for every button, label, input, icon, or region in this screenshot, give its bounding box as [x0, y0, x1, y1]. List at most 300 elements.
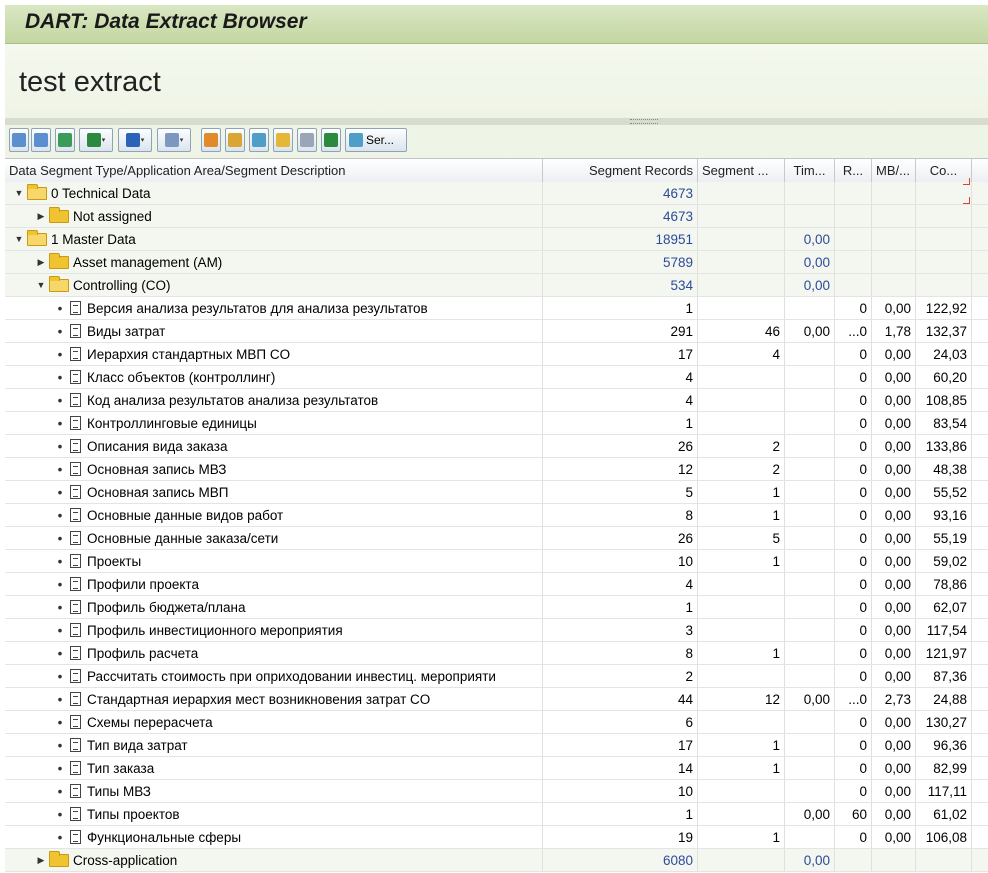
cell-c2: 2 — [698, 435, 785, 457]
tree-cell[interactable] — [5, 320, 543, 342]
bullet-icon: • — [57, 393, 63, 408]
bullet-icon: • — [57, 577, 63, 592]
tree-cell[interactable] — [5, 734, 543, 756]
cell-c2: 1 — [698, 550, 785, 572]
sum-button[interactable] — [79, 128, 113, 152]
bullet-icon: • — [57, 370, 63, 385]
table-row[interactable] — [5, 320, 988, 343]
tree-cell[interactable] — [5, 366, 543, 388]
print-button[interactable] — [118, 128, 152, 152]
table-row[interactable] — [5, 481, 988, 504]
cell-c1: 1 — [543, 596, 698, 618]
cell-c5: 0,00 — [872, 665, 916, 687]
tree-node-label: Основные данные заказа/сети — [87, 531, 279, 546]
cell-c4: 0 — [835, 757, 872, 779]
cell-c3 — [785, 182, 835, 204]
tree-cell[interactable] — [5, 274, 543, 296]
bullet-icon: • — [57, 692, 63, 707]
tree-node-row[interactable] — [5, 205, 988, 228]
cell-c5: 0,00 — [872, 757, 916, 779]
table-row[interactable] — [5, 757, 988, 780]
tree-cell[interactable] — [5, 251, 543, 273]
document-icon — [70, 830, 81, 844]
cell-c4: 0 — [835, 527, 872, 549]
cell-c1: 1 — [543, 412, 698, 434]
expand-node-icon[interactable]: ▶ — [37, 257, 45, 267]
tree-cell[interactable] — [5, 573, 543, 595]
tree-cell[interactable] — [5, 550, 543, 572]
cell-c5 — [872, 182, 916, 204]
selection-corner — [963, 197, 970, 204]
tree-node-row[interactable] — [5, 251, 988, 274]
cell-c1: 4673 — [543, 182, 698, 204]
cell-c6: 133,86 — [916, 435, 972, 457]
search-button[interactable] — [345, 128, 407, 152]
table-row[interactable] — [5, 412, 988, 435]
column-header-co[interactable]: Co... — [916, 159, 972, 182]
cell-c4: 0 — [835, 389, 872, 411]
cell-c5: 0,00 — [872, 389, 916, 411]
cell-c3: 0,00 — [785, 688, 835, 710]
tree-cell[interactable] — [5, 849, 543, 871]
cell-c2 — [698, 228, 785, 250]
table-row[interactable] — [5, 688, 988, 711]
tree-cell[interactable] — [5, 665, 543, 687]
cell-c2 — [698, 389, 785, 411]
cell-c2 — [698, 619, 785, 641]
cell-c6: 62,07 — [916, 596, 972, 618]
hierarchy-button[interactable] — [201, 128, 221, 152]
document-icon — [70, 761, 81, 775]
table-row[interactable] — [5, 826, 988, 849]
cell-c5: 0,00 — [872, 412, 916, 434]
tree-node-label: Профиль инвестиционного мероприятия — [87, 623, 343, 638]
tree-node-label: Версия анализа результатов для анализа результатов — [87, 301, 428, 316]
table-row[interactable] — [5, 504, 988, 527]
dropdown-arrow-icon: ▾ — [101, 136, 106, 144]
table-row[interactable] — [5, 711, 988, 734]
cell-c2 — [698, 366, 785, 388]
cell-c1: 291 — [543, 320, 698, 342]
document-icon — [70, 531, 81, 545]
splitter-grip[interactable] — [630, 119, 658, 124]
table-row[interactable] — [5, 642, 988, 665]
tree-cell[interactable] — [5, 228, 543, 250]
tree-cell[interactable] — [5, 642, 543, 664]
cell-c4 — [835, 182, 872, 204]
cell-c4: 0 — [835, 550, 872, 572]
tree-node-label: Виды затрат — [87, 324, 166, 339]
bullet-icon: • — [57, 554, 63, 569]
cell-c5: 0,00 — [872, 527, 916, 549]
cell-c1: 534 — [543, 274, 698, 296]
collapse-node-icon[interactable]: ▼ — [36, 280, 46, 290]
tree-node-label: Тип заказа — [87, 761, 155, 776]
cell-c4: 0 — [835, 826, 872, 848]
cell-c2: 2 — [698, 458, 785, 480]
cell-c6: 48,38 — [916, 458, 972, 480]
tree-cell[interactable] — [5, 343, 543, 365]
cell-c4 — [835, 228, 872, 250]
bullet-icon: • — [57, 761, 63, 776]
cell-c6: 59,02 — [916, 550, 972, 572]
document-icon — [70, 807, 81, 821]
cell-c3 — [785, 780, 835, 802]
cell-c2 — [698, 711, 785, 733]
expand-node-icon[interactable]: ▶ — [37, 855, 45, 865]
cell-c5: 0,00 — [872, 619, 916, 641]
bullet-icon: • — [57, 715, 63, 730]
cell-c2 — [698, 665, 785, 687]
folder-icon — [49, 256, 69, 269]
bullet-icon: • — [57, 439, 63, 454]
column-header-r[interactable]: R... — [835, 159, 872, 182]
cell-c5: 0,00 — [872, 481, 916, 503]
tree-node-label: Рассчитать стоимость при оприходовании инвестиц. мероприяти — [87, 669, 496, 684]
document-icon — [70, 646, 81, 660]
tree-cell[interactable] — [5, 619, 543, 641]
cell-c5: 0,00 — [872, 803, 916, 825]
table-row[interactable] — [5, 803, 988, 826]
bullet-icon: • — [57, 508, 63, 523]
cell-c2 — [698, 573, 785, 595]
cell-c3 — [785, 412, 835, 434]
cell-c4: 0 — [835, 734, 872, 756]
cell-c3 — [785, 205, 835, 227]
tree-cell[interactable] — [5, 182, 543, 204]
tree-cell[interactable] — [5, 205, 543, 227]
cell-c5 — [872, 849, 916, 871]
table-row[interactable] — [5, 665, 988, 688]
table-row[interactable] — [5, 366, 988, 389]
tree-node-label: Профили проекта — [87, 577, 199, 592]
table-row[interactable] — [5, 435, 988, 458]
cell-c3 — [785, 550, 835, 572]
cell-c3 — [785, 481, 835, 503]
cell-c1: 17 — [543, 734, 698, 756]
collapse-node-icon[interactable]: ▼ — [14, 188, 24, 198]
bullet-icon: • — [57, 485, 63, 500]
cell-c6: 87,36 — [916, 665, 972, 687]
cell-c6: 122,92 — [916, 297, 972, 319]
cell-c6 — [916, 228, 972, 250]
cell-c1: 5 — [543, 481, 698, 503]
tree-node-label: Код анализа результатов анализа результатов — [87, 393, 379, 408]
totals-button[interactable] — [321, 128, 341, 152]
folder-open-icon — [27, 187, 47, 200]
table-row[interactable] — [5, 619, 988, 642]
cell-c4 — [835, 205, 872, 227]
folder-open-icon — [49, 279, 69, 292]
cell-c1: 26 — [543, 435, 698, 457]
tree-node-label: Проекты — [87, 554, 142, 569]
tree-node-label: Стандартная иерархия мест возникновения затрат CO — [87, 692, 431, 707]
cell-c6 — [916, 251, 972, 273]
table-row[interactable] — [5, 596, 988, 619]
document-icon — [70, 738, 81, 752]
collapse-all-button[interactable] — [31, 128, 51, 152]
cell-c2: 4 — [698, 343, 785, 365]
bullet-icon: • — [57, 784, 63, 799]
cell-c2: 46 — [698, 320, 785, 342]
bullet-icon: • — [57, 324, 63, 339]
cell-c4: 60 — [835, 803, 872, 825]
cell-c6: 24,88 — [916, 688, 972, 710]
cell-c6: 121,97 — [916, 642, 972, 664]
column-header-segment-records[interactable]: Segment Records — [543, 159, 698, 182]
layout-button[interactable] — [157, 128, 191, 152]
collapse-node-icon[interactable]: ▼ — [14, 234, 24, 244]
bullet-icon: • — [57, 347, 63, 362]
bullet-icon: • — [57, 600, 63, 615]
cell-c6 — [916, 274, 972, 296]
cell-c3 — [785, 757, 835, 779]
cell-c5: 0,00 — [872, 366, 916, 388]
cell-c2: 5 — [698, 527, 785, 549]
cell-c4: ...0 — [835, 320, 872, 342]
cell-c1: 4 — [543, 389, 698, 411]
tree-cell[interactable] — [5, 412, 543, 434]
database-button[interactable] — [249, 128, 269, 152]
cell-c1: 44 — [543, 688, 698, 710]
document-icon — [70, 347, 81, 361]
tree-cell[interactable] — [5, 826, 543, 848]
tree-node-row[interactable] — [5, 228, 988, 251]
splitter-handle[interactable] — [5, 118, 988, 125]
tree-node-label: Схемы перерасчета — [87, 715, 213, 730]
tree-node-row[interactable] — [5, 274, 988, 297]
tree-node-label: Основная запись МВП — [87, 485, 229, 500]
cell-c3: 0,00 — [785, 849, 835, 871]
cell-c6: 108,85 — [916, 389, 972, 411]
tree-cell[interactable] — [5, 803, 543, 825]
cell-c3: 0,00 — [785, 251, 835, 273]
cell-c2 — [698, 205, 785, 227]
cell-c3: 0,00 — [785, 228, 835, 250]
cell-c1: 8 — [543, 642, 698, 664]
cell-c3 — [785, 389, 835, 411]
cell-c3 — [785, 527, 835, 549]
cell-c5: 0,00 — [872, 596, 916, 618]
cell-c4: 0 — [835, 573, 872, 595]
cell-c6: 117,54 — [916, 619, 972, 641]
cell-c4: 0 — [835, 412, 872, 434]
cell-c6: 117,11 — [916, 780, 972, 802]
cell-c1: 5789 — [543, 251, 698, 273]
document-icon — [70, 623, 81, 637]
find-button[interactable] — [55, 128, 75, 152]
table-row[interactable] — [5, 573, 988, 596]
cell-c5 — [872, 205, 916, 227]
cell-c2 — [698, 251, 785, 273]
cell-c4: 0 — [835, 458, 872, 480]
cell-c3 — [785, 458, 835, 480]
cell-c5: 0,00 — [872, 297, 916, 319]
cell-c4: 0 — [835, 481, 872, 503]
bullet-icon: • — [57, 830, 63, 845]
cell-c5: 0,00 — [872, 711, 916, 733]
collapse-subtree-icon — [34, 133, 48, 147]
cell-c6: 60,20 — [916, 366, 972, 388]
tree-cell[interactable] — [5, 481, 543, 503]
document-icon — [70, 485, 81, 499]
table-row[interactable] — [5, 389, 988, 412]
bullet-icon: • — [57, 623, 63, 638]
bullet-icon: • — [57, 301, 63, 316]
page-title: test extract — [19, 66, 161, 98]
cell-c6: 55,19 — [916, 527, 972, 549]
column-header-segment-size[interactable]: Segment ... — [698, 159, 785, 182]
cell-c6: 61,02 — [916, 803, 972, 825]
toolbar — [5, 125, 988, 158]
cell-c4: 0 — [835, 780, 872, 802]
tree-node-label: Основные данные видов работ — [87, 508, 284, 523]
tree-cell[interactable] — [5, 527, 543, 549]
cell-c4: 0 — [835, 297, 872, 319]
column-header-time[interactable]: Tim... — [785, 159, 835, 182]
tree-cell[interactable] — [5, 504, 543, 526]
tree-node-label: Cross-application — [73, 853, 178, 868]
cell-c1: 8 — [543, 504, 698, 526]
cell-c6: 24,03 — [916, 343, 972, 365]
cell-c1: 6 — [543, 711, 698, 733]
table-row[interactable] — [5, 780, 988, 803]
table-row[interactable] — [5, 458, 988, 481]
cell-c2 — [698, 297, 785, 319]
tree-cell[interactable] — [5, 435, 543, 457]
folder-settings-icon — [276, 133, 290, 147]
cell-c5 — [872, 251, 916, 273]
document-icon — [70, 715, 81, 729]
cell-c1: 14 — [543, 757, 698, 779]
cell-c1: 1 — [543, 803, 698, 825]
cell-c4: 0 — [835, 619, 872, 641]
tree-node-label: Основная запись МВЗ — [87, 462, 227, 477]
cell-c6: 132,37 — [916, 320, 972, 342]
tree-cell[interactable] — [5, 297, 543, 319]
cell-c6: 93,16 — [916, 504, 972, 526]
table-row[interactable] — [5, 550, 988, 573]
dropdown-arrow-icon: ▾ — [140, 136, 145, 144]
cell-c4: 0 — [835, 435, 872, 457]
bullet-icon: • — [57, 531, 63, 546]
tree-node-label: Asset management (AM) — [73, 255, 223, 270]
cell-c5: 0,00 — [872, 550, 916, 572]
cell-c3 — [785, 343, 835, 365]
tree-cell[interactable] — [5, 458, 543, 480]
cell-c2 — [698, 182, 785, 204]
cell-c3 — [785, 826, 835, 848]
cell-c1: 12 — [543, 458, 698, 480]
document-icon — [70, 577, 81, 591]
cell-c1: 10 — [543, 780, 698, 802]
column-header-mb[interactable]: MB/... — [872, 159, 916, 182]
tree-node-row[interactable] — [5, 849, 988, 872]
cell-c3 — [785, 596, 835, 618]
table-row[interactable] — [5, 297, 988, 320]
cell-c2 — [698, 849, 785, 871]
cell-c3: 0,00 — [785, 320, 835, 342]
cell-c2 — [698, 780, 785, 802]
column-header-description[interactable]: Data Segment Type/Application Area/Segment Description — [5, 159, 543, 182]
cell-c4: ...0 — [835, 688, 872, 710]
cell-c5: 0,00 — [872, 504, 916, 526]
cell-c3 — [785, 642, 835, 664]
document-icon — [70, 554, 81, 568]
tree-cell[interactable] — [5, 780, 543, 802]
print-icon — [126, 133, 140, 147]
tree-node-label: Тип вида затрат — [87, 738, 188, 753]
tree-cell[interactable] — [5, 757, 543, 779]
tree-node-label: Типы МВЗ — [87, 784, 151, 799]
table-row[interactable] — [5, 343, 988, 366]
expand-node-icon[interactable]: ▶ — [37, 211, 45, 221]
cell-c5: 0,00 — [872, 780, 916, 802]
cell-c1: 4 — [543, 573, 698, 595]
cell-c2: 1 — [698, 734, 785, 756]
bullet-icon: • — [57, 738, 63, 753]
cell-c5: 0,00 — [872, 734, 916, 756]
cell-c2: 1 — [698, 504, 785, 526]
table-view-button[interactable] — [225, 128, 245, 152]
document-icon — [70, 692, 81, 706]
cell-c6: 55,52 — [916, 481, 972, 503]
cell-c2 — [698, 274, 785, 296]
tree-node-label: 0 Technical Data — [51, 186, 151, 201]
tree-node-label: 1 Master Data — [51, 232, 136, 247]
structure-button[interactable] — [297, 128, 317, 152]
tree-cell[interactable] — [5, 596, 543, 618]
cell-c1: 10 — [543, 550, 698, 572]
tree-node-label: Иерархия стандартных МВП CO — [87, 347, 291, 362]
cell-c3 — [785, 573, 835, 595]
cell-c3 — [785, 665, 835, 687]
table-row[interactable] — [5, 527, 988, 550]
cell-c1: 2 — [543, 665, 698, 687]
cell-c5: 0,00 — [872, 642, 916, 664]
cell-c4: 0 — [835, 504, 872, 526]
tree-node-row[interactable] — [5, 182, 988, 205]
document-icon — [70, 416, 81, 430]
cell-c3 — [785, 297, 835, 319]
binoculars-icon — [58, 133, 72, 147]
cell-c1: 3 — [543, 619, 698, 641]
cell-c6 — [916, 849, 972, 871]
cell-c1: 17 — [543, 343, 698, 365]
cell-c3 — [785, 711, 835, 733]
tree-cell[interactable] — [5, 389, 543, 411]
bullet-icon: • — [57, 416, 63, 431]
expand-all-button[interactable] — [9, 128, 29, 152]
tree-cell[interactable] — [5, 688, 543, 710]
tree-node-label: Класс объектов (контроллинг) — [87, 370, 276, 385]
folder-settings-button[interactable] — [273, 128, 293, 152]
cell-c3 — [785, 504, 835, 526]
tree-node-label: Описания вида заказа — [87, 439, 228, 454]
hierarchy-icon — [204, 133, 218, 147]
cell-c4: 0 — [835, 343, 872, 365]
tree-cell[interactable] — [5, 711, 543, 733]
table-row[interactable] — [5, 734, 988, 757]
document-icon — [70, 301, 81, 315]
column-header-row — [5, 159, 988, 183]
cell-c1: 4673 — [543, 205, 698, 227]
cell-c5 — [872, 228, 916, 250]
cell-c1: 18951 — [543, 228, 698, 250]
cell-c4 — [835, 849, 872, 871]
dropdown-arrow-icon: ▾ — [179, 136, 184, 144]
window-title: DART: Data Extract Browser — [25, 10, 307, 33]
